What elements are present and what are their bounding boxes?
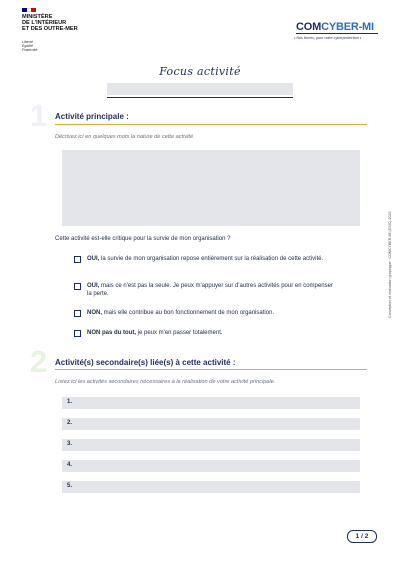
line-number: 4.	[67, 462, 73, 468]
criticality-option[interactable]	[74, 255, 334, 263]
brand-part-cyber: CYBER-MI	[321, 21, 374, 33]
motto-line: Fraternité	[22, 48, 38, 53]
ministry-line: DE L'INTÉRIEUR	[22, 20, 67, 27]
brand-tagline: • Nos forces, pour votre cyberprotection •	[294, 36, 362, 40]
page-title: Focus activité	[159, 65, 241, 78]
republic-motto	[22, 40, 62, 53]
line-number: 3.	[67, 441, 73, 447]
option-bold: OUI,	[87, 283, 100, 289]
criticality-option[interactable]	[74, 309, 334, 317]
ministry-line: ET DES OUTRE-MER	[22, 26, 78, 33]
title-underline	[107, 97, 293, 98]
motto-line: Liberté	[22, 40, 33, 44]
motto-line: Égalité	[22, 44, 33, 49]
criticality-option[interactable]	[74, 282, 334, 298]
comcyber-logo	[296, 21, 374, 33]
section-2-number: 2	[30, 344, 48, 379]
republic-flag-logo	[22, 8, 36, 12]
ministry-line: MINISTÈRE	[22, 14, 53, 20]
brand-divider	[296, 33, 378, 34]
secondary-activity-field[interactable]	[62, 481, 360, 493]
activity-name-field[interactable]	[107, 83, 293, 95]
section-1-hint: Décrivez ici en quelques mots la nature de cette activité	[55, 134, 194, 140]
checkbox[interactable]	[74, 330, 81, 337]
section-2-hint: Listez ici les activités secondaires nécessaires à la réalisation de votre activité principale.	[55, 379, 276, 385]
option-bold: OUI,	[87, 256, 100, 262]
criticality-question: Cette activité est-elle critique pour la survie de mon organisation ?	[55, 236, 231, 242]
section-2-rule	[55, 369, 367, 370]
option-text: la survie de mon organisation repose entièrement sur la réalisation de cette activité.	[99, 256, 324, 262]
option-text: je peux m'en passer totalement.	[136, 330, 223, 336]
flag-red-band	[31, 8, 36, 12]
line-number: 5.	[67, 483, 73, 489]
design-credit: Conception et réalisation graphique : COMCYBER-MI (DSIC) 2023	[388, 211, 392, 318]
page-number-badge: 1 / 2	[347, 530, 377, 543]
option-text: mais ce n'est pas la seule. Je peux m'appuyer sur d'autres activités pour en compenser la perte.	[87, 283, 333, 297]
section-1-title: Activité principale :	[55, 112, 129, 121]
checkbox[interactable]	[74, 256, 81, 263]
line-number: 1.	[67, 399, 73, 405]
activity-description-field[interactable]	[62, 150, 360, 226]
secondary-activity-field[interactable]	[62, 418, 360, 430]
secondary-activity-field[interactable]	[62, 460, 360, 472]
secondary-activity-field[interactable]	[62, 397, 360, 409]
section-1-number: 1	[30, 98, 48, 133]
criticality-option[interactable]	[74, 329, 334, 337]
secondary-activity-field[interactable]	[62, 439, 360, 451]
section-2-title: Activité(s) secondaire(s) liée(s) à cette activité :	[55, 358, 236, 367]
option-bold: NON,	[87, 310, 102, 316]
checkbox[interactable]	[74, 283, 81, 290]
brand-part-com: COM	[296, 21, 322, 33]
section-1-rule	[55, 124, 367, 125]
ministry-name	[22, 14, 112, 33]
option-text: mais elle contribue au bon fonctionnement de mon organisation.	[102, 310, 275, 316]
line-number: 2.	[67, 420, 73, 426]
option-bold: NON pas du tout,	[87, 330, 136, 336]
checkbox[interactable]	[74, 310, 81, 317]
